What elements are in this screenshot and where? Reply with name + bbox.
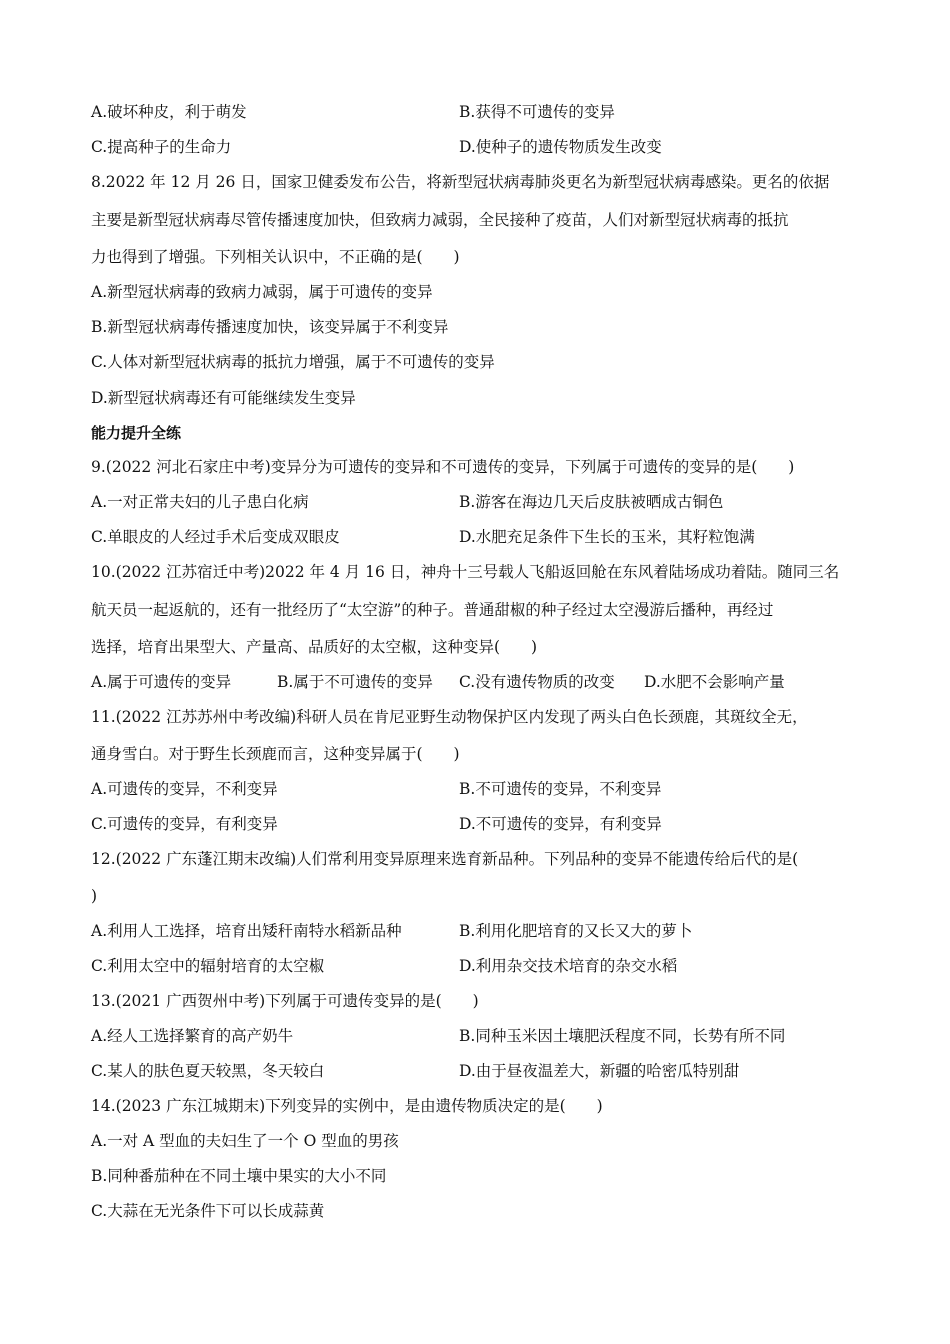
q8-option-a: A.新型冠状病毒的致病力减弱，属于可遗传的变异 [91, 283, 433, 301]
q9-option-row [91, 527, 861, 547]
q8-option-b: B.新型冠状病毒传播速度加快，该变异属于不利变异 [91, 318, 449, 336]
q11-stem-line-2: 通身雪白。对于野生长颈鹿而言，这种变异属于( ) [91, 745, 460, 763]
q7-option-row [91, 102, 861, 122]
q12-option-row [91, 921, 861, 941]
q13-option-c: C.某人的肤色夏天较黑，冬天较白 [91, 1062, 325, 1080]
q12-option-row [91, 956, 861, 976]
q13-stem: 13.(2021 广西贺州中考)下列属于可遗传变异的是( ) [91, 992, 479, 1010]
q10-stem-line-2: 航天员一起返航的，还有一批经历了“太空游”的种子。普通甜椒的种子经过太空漫游后播种，再经过 [91, 601, 774, 619]
q11-option-a: A.可遗传的变异，不利变异 [91, 780, 278, 798]
q9-option-c: C.单眼皮的人经过手术后变成双眼皮 [91, 528, 340, 546]
q14-stem: 14.(2023 广东江城期末)下列变异的实例中，是由遗传物质决定的是( ) [91, 1097, 603, 1115]
q7-option-c: C.提高种子的生命力 [91, 138, 232, 156]
q10-option-b: B.属于不可遗传的变异 [277, 673, 433, 691]
q9-option-b: B.游客在海边几天后皮肤被晒成古铜色 [459, 493, 724, 511]
q9-option-a: A.一对正常夫妇的儿子患白化病 [91, 493, 309, 511]
q10-option-a: A.属于可遗传的变异 [91, 673, 232, 691]
q11-stem-line-1: 11.(2022 江苏苏州中考改编)科研人员在肯尼亚野生动物保护区内发现了两头白色长颈鹿，其斑纹全无， [91, 708, 808, 726]
q13-option-row [91, 1061, 861, 1081]
q12-option-b: B.利用化肥培育的又长又大的萝卜 [459, 922, 693, 940]
q8-option-c: C.人体对新型冠状病毒的抵抗力增强，属于不可遗传的变异 [91, 353, 495, 371]
q8-stem-line-3: 力也得到了增强。下列相关认识中，不正确的是( ) [91, 248, 460, 266]
q9-stem: 9.(2022 河北石家庄中考)变异分为可遗传的变异和不可遗传的变异，下列属于可遗传的变异的是( ) [91, 458, 795, 476]
q7-option-a: A.破坏种皮，利于萌发 [91, 103, 247, 121]
q13-option-row [91, 1026, 861, 1046]
q14-option-c: C.大蒜在无光条件下可以长成蒜黄 [91, 1202, 325, 1220]
q13-option-b: B.同种玉米因土壤肥沃程度不同，长势有所不同 [459, 1027, 786, 1045]
q14-option-b: B.同种番茄种在不同土壤中果实的大小不同 [91, 1167, 387, 1185]
q10-option-row [91, 672, 861, 692]
q12-option-a: A.利用人工选择，培育出矮秆南特水稻新品种 [91, 922, 402, 940]
q14-option-a: A.一对 A 型血的夫妇生了一个 O 型血的男孩 [91, 1132, 399, 1150]
q7-option-b: B.获得不可遗传的变异 [459, 103, 615, 121]
q8-stem-line-1: 8.2022 年 12 月 26 日，国家卫健委发布公告，将新型冠状病毒肺炎更名为新型冠状病毒感染。更名的依据 [91, 173, 830, 191]
q11-option-row [91, 779, 861, 799]
q12-option-c: C.利用太空中的辐射培育的太空椒 [91, 957, 325, 975]
q12-stem-line-1: 12.(2022 广东蓬江期末改编)人们常利用变异原理来选育新品种。下列品种的变异不能遗传给后代的是( [91, 850, 799, 868]
section-heading: 能力提升全练 [91, 424, 182, 442]
q7-option-row [91, 137, 861, 157]
q10-option-c: C.没有遗传物质的改变 [459, 673, 615, 691]
q13-option-d: D.由于昼夜温差大，新疆的哈密瓜特别甜 [459, 1062, 740, 1080]
q11-option-c: C.可遗传的变异，有利变异 [91, 815, 278, 833]
q11-option-b: B.不可遗传的变异，不利变异 [459, 780, 662, 798]
q10-option-d: D.水肥不会影响产量 [644, 673, 785, 691]
q9-option-d: D.水肥充足条件下生长的玉米，其籽粒饱满 [459, 528, 755, 546]
q12-stem-line-2: ) [91, 887, 98, 905]
q9-option-row [91, 492, 861, 512]
q11-option-row [91, 814, 861, 834]
q7-option-d: D.使种子的遗传物质发生改变 [459, 138, 662, 156]
q8-stem-line-2: 主要是新型冠状病毒尽管传播速度加快，但致病力减弱，全民接种了疫苗，人们对新型冠状病毒的抵抗 [91, 211, 789, 229]
q13-option-a: A.经人工选择繁育的高产奶牛 [91, 1027, 294, 1045]
q12-option-d: D.利用杂交技术培育的杂交水稻 [459, 957, 678, 975]
q10-stem-line-1: 10.(2022 江苏宿迁中考)2022 年 4 月 16 日，神舟十三号载人飞船返回舱在东风着陆场成功着陆。随同三名 [91, 563, 840, 581]
q10-stem-line-3: 选择，培育出果型大、产量高、品质好的太空椒，这种变异( ) [91, 638, 538, 656]
q8-option-d: D.新型冠状病毒还有可能继续发生变异 [91, 389, 356, 407]
q11-option-d: D.不可遗传的变异，有利变异 [459, 815, 662, 833]
